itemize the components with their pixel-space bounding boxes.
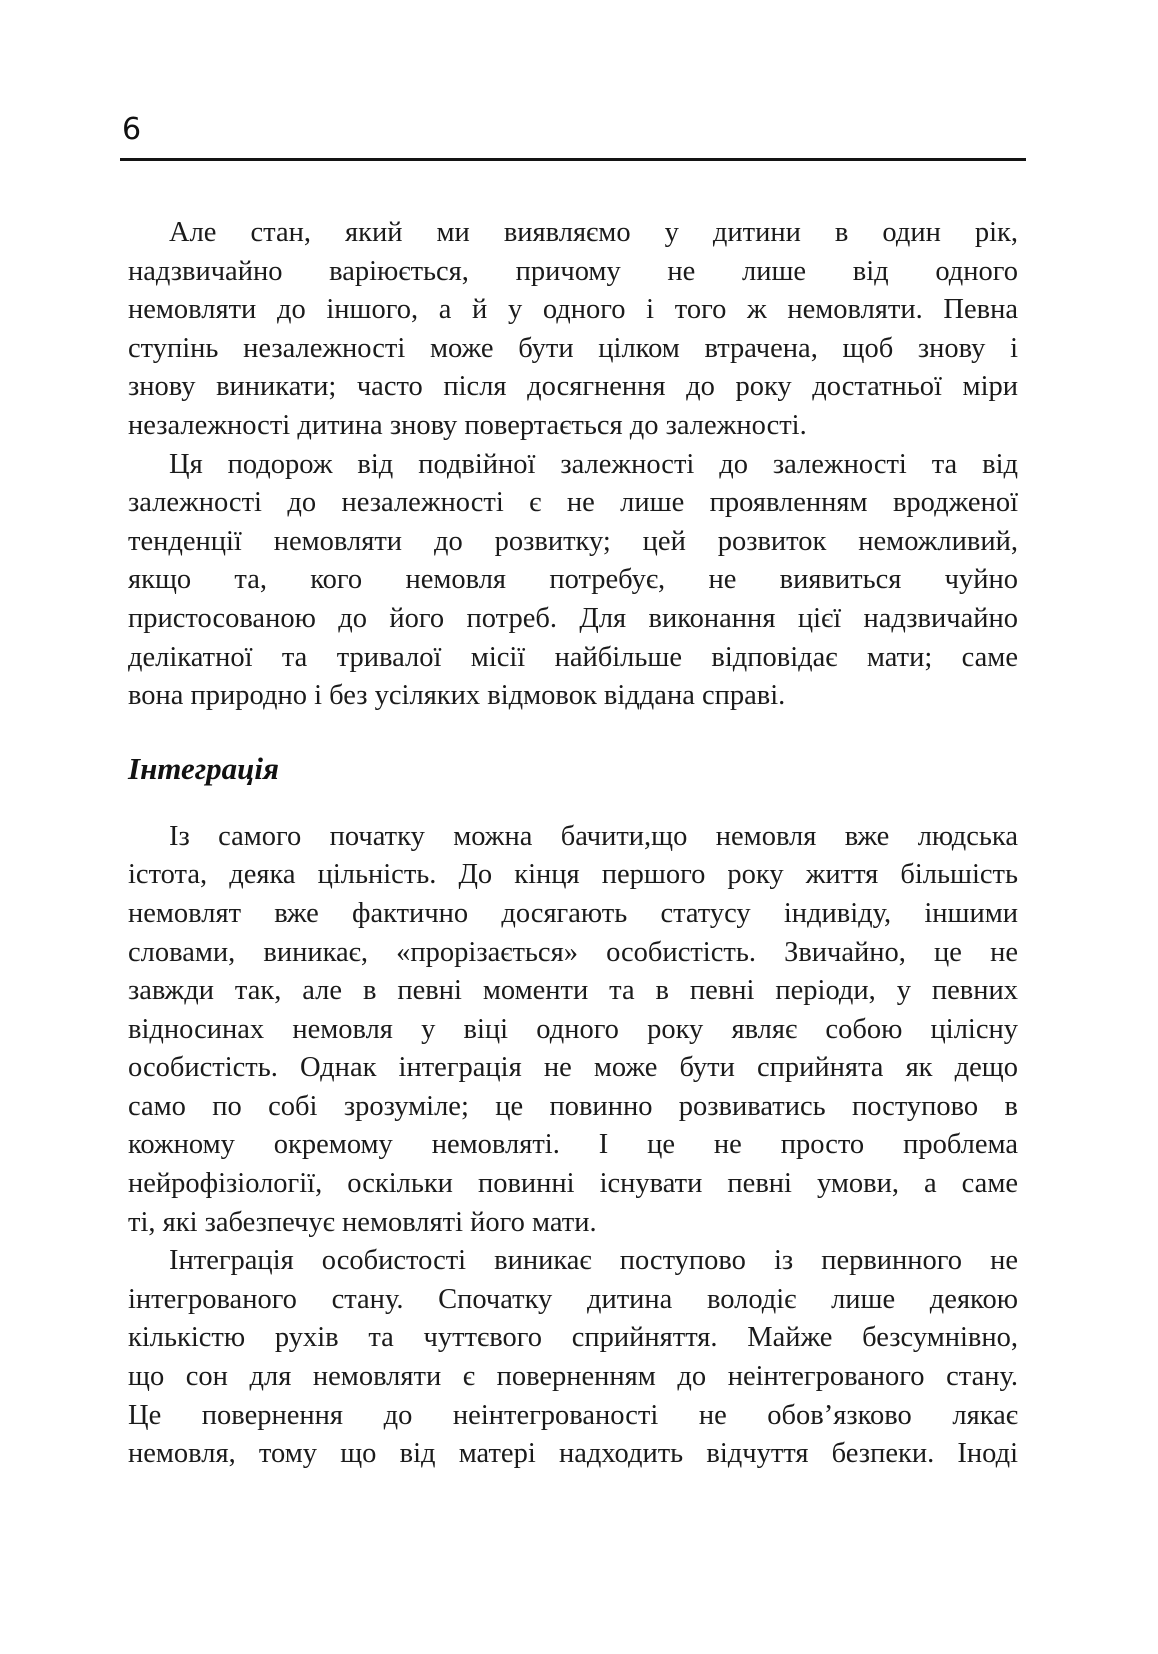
header-rule: [120, 158, 1026, 161]
text-line: особистість. Однак інтеграція не може бути сприйнята як дещо: [128, 1052, 1018, 1084]
text-line: тенденції немовляти до розвитку; цей розвиток неможливий,: [128, 525, 1018, 557]
text-line: ті, які забезпечує немовляті його мати.: [128, 1206, 597, 1238]
text-line: Але стан, який ми виявляємо у дитини в один рік,: [169, 217, 1018, 248]
text-line: якщо та, кого немовля потребує, не виявиться чуйно: [128, 564, 1018, 596]
text-line: відносинах немовля у віці одного року являє собою цілісну: [128, 1013, 1018, 1045]
text-line: ступінь незалежності може бути цілком втрачена, щоб знову і: [128, 332, 1018, 364]
text-line: залежності до незалежності є не лише проявленням вродженої: [128, 487, 1018, 519]
text-line: завжди так, але в певні моменти та в певні періоди, у певних: [128, 975, 1018, 1007]
text-line: Це повернення до неінтегрованості не обов’язково лякає: [128, 1399, 1018, 1431]
text-line: кожному окремому немовляті. І це не просто проблема: [128, 1129, 1018, 1161]
text-line: кількістю рухів та чуттєвого сприйняття. Майже безсумнівно,: [128, 1322, 1018, 1354]
text-line: знову виникати; часто після досягнення до року достатньої міри: [128, 371, 1018, 403]
text-line: нейрофізіології, оскільки повинні існувати певні умови, а саме: [128, 1168, 1018, 1200]
text-line: істота, деяка цільність. До кінця першого року життя більшість: [128, 859, 1018, 891]
text-line: Інтеграція особистості виникає поступово із первинного не: [169, 1245, 1018, 1277]
body-paragraph: [128, 1242, 1018, 1474]
text-line: немовля, тому що від матері надходить відчуття безпеки. Іноді: [128, 1438, 1018, 1470]
body-paragraph: [128, 214, 1018, 446]
text-line: що сон для немовляти є поверненням до неінтегрованого стану.: [128, 1361, 1018, 1393]
text-line: Ця подорож від подвійної залежності до залежності та від: [169, 448, 1018, 480]
text-block: [128, 214, 1018, 1474]
body-paragraph: [128, 446, 1018, 716]
text-line: немовляти до іншого, а й у одного і того ж немовляти. Певна: [128, 294, 1018, 326]
text-line: надзвичайно варіюється, причому не лише від одного: [128, 255, 1018, 287]
text-line: делікатної та тривалої місії найбільше відповідає мати; саме: [128, 641, 1018, 673]
text-line: вона природно і без усіляких відмовок віддана справі.: [128, 680, 786, 712]
text-line: само по собі зрозуміле; це повинно розвиватись поступово в: [128, 1090, 1018, 1122]
body-paragraph: [128, 818, 1018, 1243]
text-line: пристосованою до його потреб. Для виконання цієї надзвичайно: [128, 602, 1018, 634]
text-line: незалежності дитина знову повертається до залежності.: [128, 409, 807, 441]
text-line: немовлят вже фактично досягають статусу індивіду, іншими: [128, 897, 1018, 929]
page-number: 6: [122, 112, 142, 147]
text-line: Із самого початку можна бачити,що немовля вже людська: [169, 820, 1018, 852]
text-line: словами, виникає, «прорізається» особистість. Звичайно, це не: [128, 936, 1018, 968]
section-heading: Інтеграція: [128, 750, 280, 786]
text-line: інтегрованого стану. Спочатку дитина володіє лише деякою: [128, 1283, 1018, 1315]
